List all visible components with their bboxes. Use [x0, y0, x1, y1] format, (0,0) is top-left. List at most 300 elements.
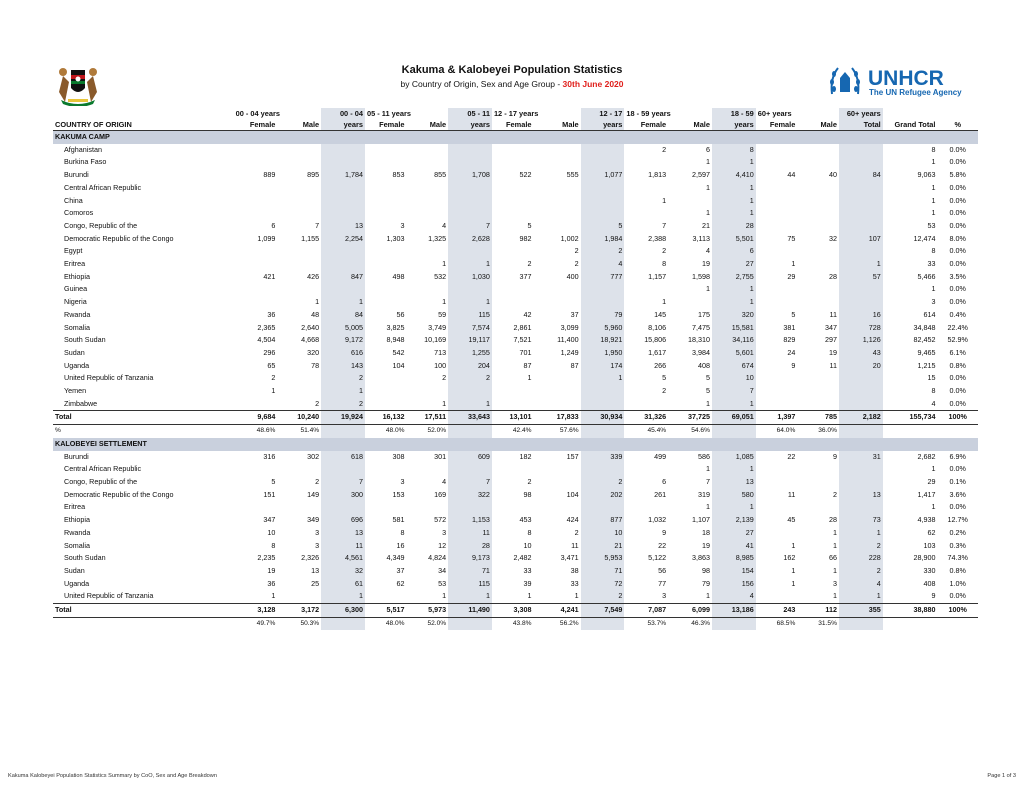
table-cell: 581 — [392, 515, 405, 525]
table-cell: 1,708 — [448, 169, 492, 182]
percent-cell: 52.0% — [427, 619, 447, 627]
table-cell — [839, 501, 883, 514]
table-cell: 12,474 — [913, 233, 936, 243]
table-cell: 777 — [581, 271, 625, 284]
table-cell: 1,077 — [581, 169, 625, 182]
table-cell: 34,116 — [712, 334, 756, 347]
percent-cell: 48.6% — [256, 427, 276, 435]
percent-cell: 53.7% — [647, 619, 667, 627]
table-cell: 0.8% — [949, 360, 966, 370]
table-cell: 1 — [712, 501, 756, 514]
table-cell: 3 — [832, 578, 837, 588]
table-cell: 21 — [701, 220, 710, 230]
table-cell — [534, 283, 581, 296]
table-cell — [407, 385, 449, 398]
table-cell: 36 — [267, 309, 276, 319]
table-cell: 0.4% — [949, 309, 966, 319]
table-cell — [365, 182, 407, 195]
section-header-row — [53, 131, 978, 144]
table-cell — [277, 144, 321, 157]
table-cell — [839, 296, 883, 309]
table-cell: 1 — [931, 195, 936, 205]
table-cell — [534, 195, 581, 208]
table-cell: 614 — [923, 309, 936, 319]
country-name: Rwanda — [64, 527, 91, 537]
table-cell — [839, 283, 883, 296]
table-cell: 339 — [581, 451, 625, 464]
country-name: Afghanistan — [64, 144, 102, 154]
country-name: Burundi — [64, 451, 89, 461]
table-cell — [448, 501, 492, 514]
total-cell: 9,684 — [234, 411, 278, 425]
table-cell: 0.0% — [949, 464, 966, 474]
table-cell: 616 — [321, 347, 365, 360]
table-cell — [581, 296, 625, 309]
table-cell: 3 — [442, 527, 447, 537]
percent-cell: 52.0% — [427, 427, 447, 435]
table-cell: 261 — [654, 489, 667, 499]
table-cell: 5,601 — [712, 347, 756, 360]
table-cell: 1 — [931, 502, 936, 512]
table-cell: 2 — [527, 476, 532, 486]
table-cell: 580 — [712, 489, 756, 502]
table-cell — [407, 245, 449, 258]
table-cell: 2,861 — [513, 322, 532, 332]
table-cell: 4,824 — [428, 553, 447, 563]
table-cell — [839, 245, 883, 258]
table-cell — [756, 207, 798, 220]
table-cell — [492, 207, 534, 220]
table-cell — [581, 385, 625, 398]
table-cell: 498 — [392, 271, 405, 281]
table-row — [53, 156, 978, 169]
table-cell: 6.9% — [949, 451, 966, 461]
table-cell: 204 — [448, 360, 492, 373]
table-cell: 586 — [697, 451, 710, 461]
table-cell: 27 — [712, 258, 756, 271]
table-cell — [365, 590, 407, 603]
table-cell — [581, 283, 625, 296]
table-cell: 56 — [396, 309, 405, 319]
table-cell: 20 — [839, 360, 883, 373]
percent-row — [53, 425, 978, 438]
table-cell — [797, 156, 839, 169]
column-header: Female — [492, 119, 534, 131]
table-cell — [839, 463, 883, 476]
table-cell — [797, 372, 839, 385]
table-cell — [756, 220, 798, 233]
column-header: Male — [797, 119, 839, 131]
percent-cell — [581, 425, 625, 438]
table-cell: 82,452 — [913, 335, 936, 345]
column-header: years — [581, 119, 625, 131]
table-cell: 319 — [697, 489, 710, 499]
table-cell: 1 — [705, 157, 710, 167]
table-cell: 1 — [705, 398, 710, 408]
table-cell: 8 — [271, 540, 276, 550]
table-cell — [797, 258, 839, 271]
table-cell: 4,668 — [301, 335, 320, 345]
table-cell: 53 — [438, 578, 447, 588]
table-cell: 0.0% — [949, 182, 966, 192]
table-cell: 2 — [271, 373, 276, 383]
unhcr-logo-text: UNHCR — [868, 67, 944, 90]
total-cell: 355 — [839, 604, 883, 618]
table-row — [53, 296, 978, 309]
table-cell: 1,002 — [560, 233, 579, 243]
table-cell: 7 — [448, 476, 492, 489]
total-cell: 6,099 — [668, 604, 712, 618]
column-header: years — [321, 119, 365, 131]
column-header: Female — [756, 119, 798, 131]
table-cell: 19,117 — [448, 334, 492, 347]
table-cell: 522 — [519, 170, 532, 180]
footer-left: Kakuma Kalobeyei Population Statistics Summary by CoO, Sex and Age Breakdown — [8, 773, 217, 779]
table-cell: 1 — [791, 578, 796, 588]
table-cell — [407, 207, 449, 220]
table-cell — [277, 207, 321, 220]
table-cell — [839, 156, 883, 169]
table-cell: 855 — [434, 170, 447, 180]
table-cell — [797, 245, 839, 258]
table-cell: 1,085 — [712, 451, 756, 464]
table-cell: 3,471 — [560, 553, 579, 563]
percent-cell: 64.0% — [776, 427, 796, 435]
percent-cell: 48.0% — [385, 427, 405, 435]
table-cell: 5,122 — [648, 553, 667, 563]
table-cell — [448, 463, 492, 476]
header-blank — [53, 108, 234, 119]
table-cell: 1,157 — [648, 271, 667, 281]
table-cell: 65 — [267, 360, 276, 370]
table-cell — [839, 372, 883, 385]
table-cell: 2 — [527, 259, 532, 269]
table-cell — [624, 283, 668, 296]
table-cell — [756, 385, 798, 398]
table-cell: 145 — [654, 309, 667, 319]
table-cell: 1 — [705, 591, 710, 601]
country-name: China — [64, 195, 83, 205]
total-label: Total — [53, 604, 234, 618]
country-name: Ethiopia — [64, 515, 90, 525]
section-title: KAKUMA CAMP — [53, 131, 978, 144]
percent-cell — [883, 617, 938, 630]
table-cell: 115 — [448, 578, 492, 591]
table-cell: 2,482 — [513, 553, 532, 563]
table-cell: 1 — [791, 259, 796, 269]
table-cell: 28,900 — [913, 553, 936, 563]
table-cell: 33 — [570, 578, 579, 588]
table-cell: 453 — [519, 515, 532, 525]
table-cell: 1 — [705, 502, 710, 512]
header-group-12-17: 12 - 17 years — [493, 109, 539, 118]
table-cell: 9,465 — [917, 347, 936, 357]
table-cell: 1 — [931, 182, 936, 192]
table-cell — [448, 283, 492, 296]
table-cell: 1 — [712, 398, 756, 411]
table-cell: 1 — [791, 540, 796, 550]
table-cell: 1 — [574, 591, 579, 601]
table-cell: 5,960 — [581, 322, 625, 335]
country-name: South Sudan — [64, 553, 106, 563]
table-cell: 74.3% — [947, 553, 968, 563]
table-cell: 347 — [263, 515, 276, 525]
percent-cell: 45.4% — [647, 427, 667, 435]
table-cell: 1 — [321, 590, 365, 603]
percent-cell — [712, 617, 756, 630]
table-cell — [492, 463, 534, 476]
table-cell — [277, 372, 321, 385]
table-cell: 3,863 — [691, 553, 710, 563]
table-cell — [365, 398, 407, 411]
table-cell — [492, 398, 534, 411]
table-cell: 1 — [931, 464, 936, 474]
table-cell: 22 — [658, 540, 667, 550]
table-cell — [234, 463, 278, 476]
table-cell: 3,099 — [560, 322, 579, 332]
table-cell: 45 — [787, 515, 796, 525]
table-cell: 4 — [712, 590, 756, 603]
table-cell — [839, 476, 883, 489]
table-cell — [234, 398, 278, 411]
table-cell — [839, 385, 883, 398]
table-cell: 72 — [581, 578, 625, 591]
table-cell: 32 — [321, 565, 365, 578]
footer-page-number: Page 1 of 3 — [987, 773, 1016, 779]
table-cell: 62 — [927, 527, 936, 537]
table-cell: 169 — [434, 489, 447, 499]
table-cell: 7 — [705, 476, 710, 486]
table-cell — [234, 195, 278, 208]
table-row — [53, 322, 978, 335]
column-header: % — [937, 119, 978, 131]
table-cell: 408 — [697, 360, 710, 370]
country-name: Eritrea — [64, 259, 86, 269]
table-cell: 6 — [712, 245, 756, 258]
subtitle-prefix: by Country of Origin, Sex and Age Group - — [400, 79, 563, 89]
table-cell — [277, 385, 321, 398]
table-row — [53, 540, 978, 553]
table-cell: 2 — [662, 246, 667, 256]
table-cell: 408 — [923, 578, 936, 588]
table-cell — [839, 144, 883, 157]
table-cell — [234, 296, 278, 309]
table-cell: 9,172 — [321, 334, 365, 347]
table-cell: 4 — [705, 246, 710, 256]
table-cell: 2 — [574, 527, 579, 537]
page-header — [0, 0, 1024, 110]
table-cell: 1 — [839, 258, 883, 271]
percent-cell: 68.5% — [776, 619, 796, 627]
table-cell — [277, 182, 321, 195]
table-row — [53, 372, 978, 385]
table-row — [53, 527, 978, 540]
table-cell: 4,504 — [257, 335, 276, 345]
table-cell: 4,410 — [712, 169, 756, 182]
country-name: Yemen — [64, 386, 87, 396]
table-cell: 1 — [705, 464, 710, 474]
table-cell: 1 — [581, 372, 625, 385]
table-row — [53, 565, 978, 578]
table-cell: 1,617 — [648, 347, 667, 357]
column-header: Male — [668, 119, 712, 131]
table-cell: 7 — [712, 385, 756, 398]
table-cell: 5,005 — [321, 322, 365, 335]
table-cell: 13 — [321, 220, 365, 233]
table-cell: 302 — [307, 451, 320, 461]
table-row — [53, 334, 978, 347]
table-cell: 424 — [566, 515, 579, 525]
table-cell — [756, 527, 798, 540]
table-cell — [581, 207, 625, 220]
table-cell — [448, 385, 492, 398]
table-cell: 2,755 — [712, 271, 756, 284]
table-cell — [277, 283, 321, 296]
table-cell: 103 — [923, 540, 936, 550]
table-cell — [365, 144, 407, 157]
country-name: Democratic Republic of the Congo — [64, 233, 174, 243]
table-cell: 1 — [321, 385, 365, 398]
table-cell: 39 — [523, 578, 532, 588]
table-cell — [492, 283, 534, 296]
table-cell: 1 — [448, 296, 492, 309]
column-header: years — [448, 119, 492, 131]
table-cell: 1,215 — [917, 360, 936, 370]
section-header-row — [53, 438, 978, 451]
table-cell: 15 — [927, 373, 936, 383]
table-cell — [581, 398, 625, 411]
table-cell: 7,475 — [691, 322, 710, 332]
page-title: Kakuma & Kalobeyei Population Statistics — [401, 64, 623, 76]
table-cell: 2 — [574, 259, 579, 269]
table-cell: 296 — [263, 347, 276, 357]
table-cell: 2,628 — [448, 233, 492, 246]
table-row — [53, 182, 978, 195]
table-cell — [365, 372, 407, 385]
table-cell — [234, 156, 278, 169]
table-cell: 3,825 — [386, 322, 405, 332]
table-cell: 12.7% — [947, 515, 968, 525]
header-row-groups — [53, 108, 978, 119]
table-cell — [797, 220, 839, 233]
table-cell: 5 — [791, 309, 796, 319]
table-cell: 10 — [523, 540, 532, 550]
table-cell — [534, 398, 581, 411]
table-cell: 29 — [787, 271, 796, 281]
table-row — [53, 476, 978, 489]
table-cell: 10,169 — [424, 335, 447, 345]
table-cell: 143 — [321, 360, 365, 373]
percent-cell — [839, 617, 883, 630]
table-cell: 18,921 — [581, 334, 625, 347]
table-cell: 1 — [931, 284, 936, 294]
table-row — [53, 309, 978, 322]
table-cell — [581, 463, 625, 476]
table-cell: 0.0% — [949, 373, 966, 383]
table-cell — [839, 195, 883, 208]
table-cell: 12 — [438, 540, 447, 550]
table-cell: 8 — [931, 246, 936, 256]
table-cell: 2,640 — [301, 322, 320, 332]
table-cell: 0.0% — [949, 220, 966, 230]
table-cell: 71 — [448, 565, 492, 578]
table-cell — [492, 245, 534, 258]
table-cell — [756, 182, 798, 195]
percent-label: % — [55, 427, 61, 435]
table-cell: 43 — [839, 347, 883, 360]
table-cell — [492, 144, 534, 157]
table-cell: 297 — [824, 335, 837, 345]
table-cell: 27 — [712, 527, 756, 540]
table-cell: 5 — [705, 373, 710, 383]
table-cell — [624, 398, 668, 411]
table-cell — [407, 501, 449, 514]
table-cell: 0.0% — [949, 259, 966, 269]
table-cell — [624, 182, 668, 195]
table-cell: 44 — [787, 170, 796, 180]
table-cell — [624, 207, 668, 220]
country-name: Burkina Faso — [64, 157, 107, 167]
table-cell: 1 — [271, 591, 276, 601]
table-cell: 19 — [267, 565, 276, 575]
table-cell: 3 — [931, 297, 936, 307]
table-cell: 9 — [791, 360, 796, 370]
table-cell: 1 — [712, 207, 756, 220]
table-cell: 308 — [392, 451, 405, 461]
table-cell: 1 — [271, 386, 276, 396]
table-cell: 1 — [448, 590, 492, 603]
total-cell: 69,051 — [712, 411, 756, 425]
table-cell — [448, 245, 492, 258]
table-cell — [234, 245, 278, 258]
column-header: Female — [365, 119, 407, 131]
table-cell — [321, 258, 365, 271]
table-cell: 322 — [448, 489, 492, 502]
table-cell: 59 — [438, 309, 447, 319]
percent-cell — [937, 617, 978, 630]
table-cell — [365, 258, 407, 271]
table-cell: 7,521 — [513, 335, 532, 345]
table-cell: 7 — [315, 220, 320, 230]
table-cell: 2,682 — [917, 451, 936, 461]
table-cell: 853 — [392, 170, 405, 180]
column-header: Grand Total — [883, 119, 938, 131]
table-cell: 13 — [712, 476, 756, 489]
table-row — [53, 501, 978, 514]
table-cell: 1,155 — [301, 233, 320, 243]
table-cell: 532 — [434, 271, 447, 281]
table-cell: 1,099 — [257, 233, 276, 243]
table-cell: 8 — [400, 527, 405, 537]
table-cell: 316 — [263, 451, 276, 461]
table-cell: 2 — [574, 246, 579, 256]
country-name: Central African Republic — [64, 464, 142, 474]
column-header: Female — [624, 119, 668, 131]
table-cell: 19 — [828, 347, 837, 357]
table-cell: 10 — [581, 527, 625, 540]
table-cell — [321, 501, 365, 514]
table-cell — [534, 296, 581, 309]
table-cell: 5 — [662, 373, 667, 383]
table-cell: 674 — [712, 360, 756, 373]
table-cell: 6 — [705, 144, 710, 154]
percent-cell — [321, 617, 365, 630]
table-cell: 33 — [523, 565, 532, 575]
table-cell — [321, 245, 365, 258]
table-cell: 1 — [442, 259, 447, 269]
table-cell — [668, 195, 712, 208]
table-cell: 13 — [311, 565, 320, 575]
